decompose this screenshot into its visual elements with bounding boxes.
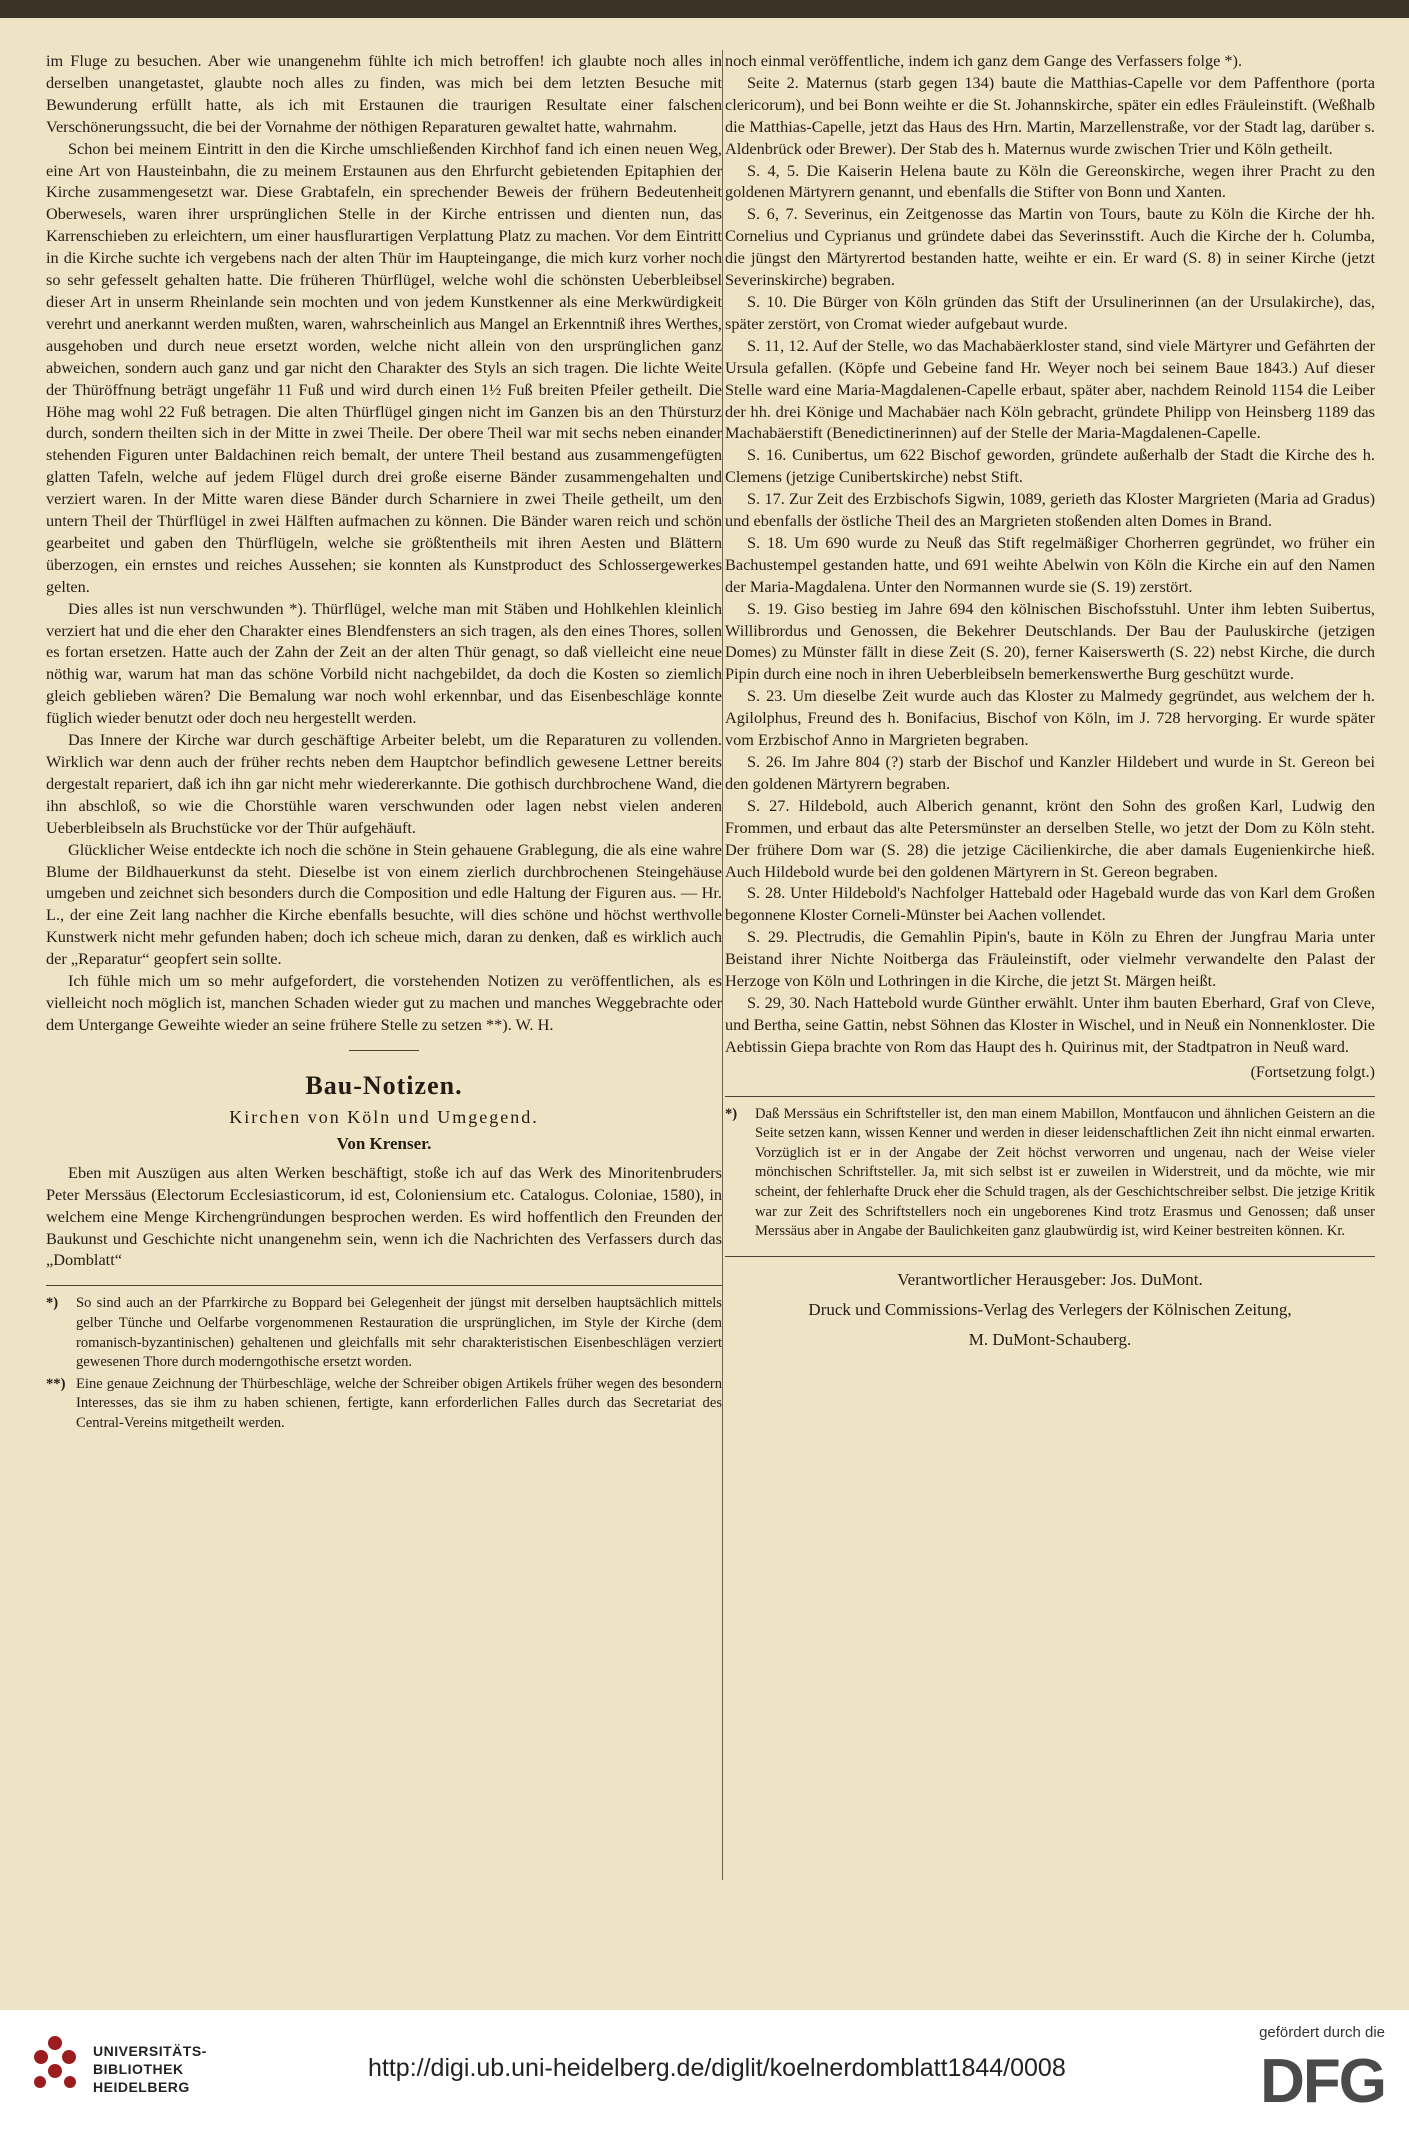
column-divider	[722, 50, 723, 1880]
paragraph: S. 10. Die Bürger von Köln gründen das Stift der Ursulinerinnen (an der Ursulakirche), das, später zerstört, von Cromat wieder aufgebaut wurde.	[725, 291, 1375, 333]
library-line: HEIDELBERG	[93, 2079, 190, 2095]
left-column	[46, 50, 722, 1435]
paragraph: Dies alles ist nun verschwunden *). Thürflügel, welche man mit Stäben und Hohlkehlen kleinlich verziert hat und die eher den Charakter eines Blendfensters an sich tragen, als den eines Thores, sollen es fortan ersetzen. Hatte auch der Zahn der Zeit an der alten Thür genagt, so daß vielleicht eine neue nöthig war, warum hat man das schöne Vorbild nicht nachgebildet, da doch die Kosten so ziemlich gleich geblieben wären? Die Bemalung war noch wohl erkennbar, und das Eisenbeschläge konnte füglich wieder benutzt oder doch neu hergestellt werden.	[46, 598, 722, 728]
section-rule	[349, 1050, 419, 1051]
dfg-logo: DFG	[1260, 2047, 1385, 2116]
footnote	[46, 1294, 722, 1372]
paragraph: im Fluge zu besuchen. Aber wie unangenehm fühlte ich mich betroffen! ich glaubte noch alles in derselben unangetastet, glaubte noch alles zu finden, was mich bei dem letzten Besuche mit Bewunderung erfüllt hatte, als ich mit Erstaunen die traurigen Resultate einer falschen Verschönerungssucht, die bei der Vornahme der nöthigen Reparaturen gewaltet hatte, wahrnahm.	[46, 51, 722, 136]
footnote-rule	[725, 1096, 1375, 1097]
paragraph: S. 17. Zur Zeit des Erzbischofs Sigwin, 1089, gerieth das Kloster Margrieten (Maria ad Gradus) und ebenfalls der östliche Theil des an Margrieten stoßenden alten Domes in Brand.	[725, 489, 1375, 531]
footnote-text: Eine genaue Zeichnung der Thürbeschläge, welche der Schreiber obigen Artikels früher wegen des besondern Interesses, das sie ihm zu haben schienen, fertigte, kann erforderlichen Falles durch das Secretariat des Central-Vereins mitgetheilt werden.	[76, 1375, 722, 1431]
paragraph: Ich fühle mich um so mehr aufgefordert, die vorstehenden Notizen zu veröffentlichen, als es vielleicht noch möglich ist, manchen Schaden wieder gut zu machen und manches Weggebrachte oder dem Untergange Geweihte wieder an seine frühere Stelle zu setzen **). W. H.	[46, 971, 722, 1034]
paragraph: S. 6, 7. Severinus, ein Zeitgenosse das Martin von Tours, baute zu Köln die Kirche der hh. Cornelius und Cyprianus und gründete dabei das Severinsstift. Auch die Kirche der h. Columba, die jüngst den Märtyrertod bestanden hatte, weihte er ein. Er ward (S. 8) in seiner Kirche (jetzt Severinskirche) begraben.	[725, 204, 1375, 290]
funded-by-label: gefördert durch die	[1259, 2024, 1385, 2041]
section-author: Von Krenser.	[336, 1133, 432, 1153]
digitization-footer	[0, 2010, 1409, 2130]
paragraph: S. 18. Um 690 wurde zu Neuß das Stift regelmäßiger Chorherren gegründet, wo früher ein Bachustempel gestanden hatte, und 691 weihte Abelwin von Köln die Kirche ein auf den Namen der Maria-Magdalena. Unter den Normannen wurde sie (S. 19) zerstört.	[725, 532, 1375, 596]
publisher-line: Verantwortlicher Herausgeber: Jos. DuMont.	[897, 1269, 1203, 1289]
footnote-mark: **)	[46, 1375, 66, 1392]
footnote-text: Daß Merssäus ein Schriftsteller ist, den man einem Mabillon, Montfaucon und ähnlichen Geistern an die Seite setzen kann, wissen Kenner und werden in dieser leidenschaftlichen Zeit ihn nicht einmal erwarten. Vorzüglich ist er in der Angabe der Zeit höchst verworren und ungenau, nach der Weise vieler mönchischen Schriftsteller. Ja, mit sich selbst ist er zuweilen in Widerstreit, und da möchte, wie mir scheint, der fehlerhafte Druck eher die Schuld tragen, als der Geschichtschreiber selbst. Die jetzige Kritik war zur Zeit des Schriftstellers noch ein ungeborenes Kind trotz Erasmus und Genossen; daß unser Merssäus aber in Angabe der Baulichkeiten ganz glaubwürdig ist, wird Keiner bestreiten können. Kr.	[755, 1105, 1375, 1240]
paragraph: S. 4, 5. Die Kaiserin Helena baute zu Köln die Gereonskirche, wegen ihrer Pracht zu den goldenen Märtyrern genannt, und ebenfalls die Stifter von Bonn und Xanten.	[725, 160, 1375, 202]
paragraph: noch einmal veröffentliche, indem ich ganz dem Gange des Verfassers folge *).	[725, 51, 1243, 70]
continuation-note: (Fortsetzung folgt.)	[1250, 1063, 1375, 1081]
footnote-mark: *)	[46, 1295, 59, 1312]
university-logo-icon	[34, 2036, 84, 2090]
paragraph: S. 28. Unter Hildebold's Nachfolger Hattebald oder Hagebald wurde das von Karl dem Großen begonnene Kloster Corneli-Münster bei Aachen vollendet.	[725, 883, 1375, 925]
footnote	[46, 1375, 722, 1434]
paragraph: S. 16. Cunibertus, um 622 Bischof geworden, gründete außerhalb der Stadt die Kirche des h. Clemens (jetzige Cunibertskirche) nebst Stift.	[725, 445, 1375, 487]
paragraph: S. 23. Um dieselbe Zeit wurde auch das Kloster zu Malmedy gegründet, aus welchem der h. Agilolphus, Freund des h. Bonifacius, Bischof von Köln, im J. 728 hervorging. Er wurde später vom Erzbischof Anno in Margrieten begraben.	[725, 686, 1375, 750]
section-subtitle: Kirchen von Köln und Umgegend.	[229, 1106, 539, 1127]
paragraph: Das Innere der Kirche war durch geschäftige Arbeiter belebt, um die Reparaturen zu vollenden. Wirklich war denn auch der früher rechts neben dem Hauptchor befindlich gewesene Lettner bereits dergestalt repariert, daß ich ihn gar nicht mehr wiedererkannte. Die gothisch durchbrochene Wand, die ihn abschloß, so wie die Chorstühle waren verschwunden oder lagen nebst vielen anderen Ueberbleibseln als Bruchstücke vor der Thür aufgehäuft.	[46, 730, 722, 837]
footnote-text: So sind auch an der Pfarrkirche zu Boppard bei Gelegenheit der jüngst mit derselben hauptsächlich mittels gelber Tünche und Oelfarbe vorgenommenen Restauration die ursprünglichen, im Style der Kirche (dem romanisch-byzantinischen) gehaltenen und gleichfalls mit sehr charakteristischen Eisenbeschlägen verziert gewesenen Thore durch moderngothische ersetzt worden.	[76, 1295, 722, 1371]
library-line: BIBLIOTHEK	[93, 2061, 184, 2077]
paragraph: S. 26. Im Jahre 804 (?) starb der Bischof und Kanzler Hildebert und wurde in St. Gereon bei den goldenen Märtyrern begraben.	[725, 752, 1375, 793]
permalink-url[interactable]: http://digi.ub.uni-heidelberg.de/diglit/koelnerdomblatt1844/0008	[368, 2054, 1066, 2082]
footnote-mark: *)	[725, 1105, 738, 1122]
paragraph: Glücklicher Weise entdeckte ich noch die schöne in Stein gehauene Grablegung, die als eine wahre Blume der Bildhauerkunst da steht. Dieselbe ist von einem zierlich durchbrochenen Steingehäuse umgeben und zeichnet sich besonders durch die Composition und edle Haltung der Figuren aus. — Hr. L., der eine Zeit lang nachher die Kirche ebenfalls besuchte, will dies schöne und höchst werthvolle Kunstwerk nicht mehr gefunden haben; doch ich scheue mich, daran zu denken, daß es wirklich auch der „Reparatur“ geopfert sein sollte.	[46, 839, 722, 969]
paragraph: Schon bei meinem Eintritt in den die Kirche umschließenden Kirchhof fand ich einen neuen Weg, eine Art von Hausteinbahn, die zu meinem Erstaunen aus den Ehrfurcht gebietenden Epitaphien der Kirche zusammengesetzt war. Diese Grabtafeln, ein sprechender Beweis der frühern Bedeutenheit Oberwesels, waren ihrer ursprünglichen Stelle in der Kirche entrissen und dienten nun, das Karrenschieben zu erleichtern, um einer hausflurartigen Verplattung Platz zu machen. Vor dem Eintritt in die Kirche suchte ich vergebens nach der alten Thür im Haupteingange, die mich kurz vorher noch so sehr gefesselt gehalten hatte. Die früheren Thürflügel, welche wohl die schönsten Ueberbleibsel dieser Art in unserm Rheinlande sein mochten und von jedem Kunstkenner als eine Merkwürdigkeit verehrt und anerkannt werden mußten, waren, wahrscheinlich aus Mangel an Erkenntniß ihres Werthes, ausgehoben und durch neue ersetzt worden, welche nicht allein von den ursprünglichen ganz abweichen, sondern auch ganz und gar nicht den Charakter des Styls an sich tragen. Die lichte Weite der Thüröffnung beträgt ungefähr 11 Fuß und wird durch einen 1½ Fuß breiten Pfeiler getheilt. Die Höhe mag wohl 22 Fuß betragen. Die alten Thürflügel gingen nicht im Ganzen bis an den Thürsturz durch, sondern theilten sich in der Mitte in zwei Theile. Der obere Theil war mit sechs neben einander stehenden Figuren unter Baldachinen reich bemalt, der untere Theil bestand aus zusammengefügten glatten Tafeln, welche auf jedem Flügel durch drei große eiserne Bänder zusammengehalten und verziert waren. In der Mitte waren diese Bänder durch Scharniere in zwei Theile getheilt, um den untern Theil der Thürflügel in zwei Hälften aufmachen zu können. Die Bänder waren reich und schön gearbeitet und gaben den Thürflügeln, welche sie größtentheils mit ihren Aesten und Blättern überzogen, ein ernstes und reiches Aussehen; sie konnten als Kunstproduct des Schlossergewerkes gelten.	[46, 138, 722, 596]
paragraph: Eben mit Auszügen aus alten Werken beschäftigt, stoße ich auf das Werk des Minoritenbruders Peter Merssäus (Electorum Ecclesiasticorum, id est, Coloniensium etc. Catalogus. Coloniae, 1580), in welchem eine Menge Kirchengründungen besprochen werden. Es wird hoffentlich den Freunden der Baukunst und Geschichte nicht unangenehm sein, wenn ich die Nachrichten des Verfassers durch das „Domblatt“	[46, 1162, 722, 1270]
library-name	[93, 2042, 207, 2096]
paragraph: Seite 2. Maternus (starb gegen 134) baute die Matthias-Capelle vor dem Paffenthore (porta clericorum), und bei Bonn weihte er die St. Johannskirche, später ein edles Fräuleinstift. (Weßhalb die Matthias-Capelle, jetzt das Haus des Hrn. Martin, Marzellenstraße, vor der Stadt lag, darüber s. Aldenbrück oder Brewer). Der Stab des h. Maternus wurde zwischen Trier und Köln getheilt.	[725, 72, 1375, 158]
paragraph: S. 19. Giso bestieg im Jahre 694 den kölnischen Bischofsstuhl. Unter ihm lebten Suibertus, Willibrordus und Genossen, die Bekehrer Deutschlands. Der Bau der Pauluskirche (jetzigen Domes) zu Münster fällt in diese Zeit (S. 20), ferner Kaiserswerth (S. 22) nebst Kirche, die durch Pipin durch eine noch in ihren Ueberbleibseln bemerkenswerthe Burg geschützt wurde.	[725, 598, 1375, 684]
footnote	[725, 1105, 1375, 1242]
paragraph: S. 27. Hildebold, auch Alberich genannt, krönt den Sohn des großen Karl, Ludwig den Frommen, und erbaut das alte Petersmünster an derselben Stelle, wo jetzt der Dom zu Köln steht. Der frühere Dom war (S. 28) die jetzige Cäcilienkirche, die aber damals Eugenienkirche hieß. Auch Hildebold wurde bei den goldenen Märtyrern in St. Gereon begraben.	[725, 795, 1375, 881]
paragraph: S. 11, 12. Auf der Stelle, wo das Machabäerkloster stand, sind viele Märtyrer und Gefährten der Ursula gefallen. (Köpfe und Gebeine fand Hr. Weyer noch bei seinem Baue 1843.) Auf dieser Stelle ward eine Maria-Magdalenen-Capelle erbaut, später aber, nachdem Reinold 1154 die Leiber der hh. drei Könige und Machabäer nach Köln gebracht, gründete Philipp von Heinsberg 1189 das Machabäerstift (Benedictinerinnen) auf der Stelle der Maria-Magdalenen-Capelle.	[725, 335, 1375, 443]
footnote-rule	[46, 1285, 722, 1286]
publisher-line: Druck und Commissions-Verlag des Verlegers der Kölnischen Zeitung,	[808, 1299, 1292, 1319]
publisher-rule	[725, 1256, 1375, 1257]
paragraph: S. 29, 30. Nach Hattebold wurde Günther erwählt. Unter ihm bauten Eberhard, Graf von Cleve, und Bertha, seine Gattin, nebst Söhnen das Kloster in Wischel, und in Neuß ein Nonnenkloster. Die Aebtissin Giepa brachte von Rom das Haupt des h. Quirinus mit, der Stadtpatron in Neuß ward.	[725, 992, 1375, 1056]
right-column	[725, 50, 1375, 1355]
paragraph: S. 29. Plectrudis, die Gemahlin Pipin's, baute in Köln zu Ehren der Jungfrau Maria unter Beistand ihrer Nichte Noitberga das Fräuleinstift, oder vielmehr verwandelte den Palast der Herzoge von Köln und Lothringen in die Kirche, die jetzt St. Märgen heißt.	[725, 927, 1375, 991]
library-line: UNIVERSITÄTS-	[93, 2043, 207, 2059]
publisher-line: M. DuMont-Schauberg.	[968, 1329, 1132, 1349]
section-title: Bau-Notizen.	[305, 1070, 463, 1100]
